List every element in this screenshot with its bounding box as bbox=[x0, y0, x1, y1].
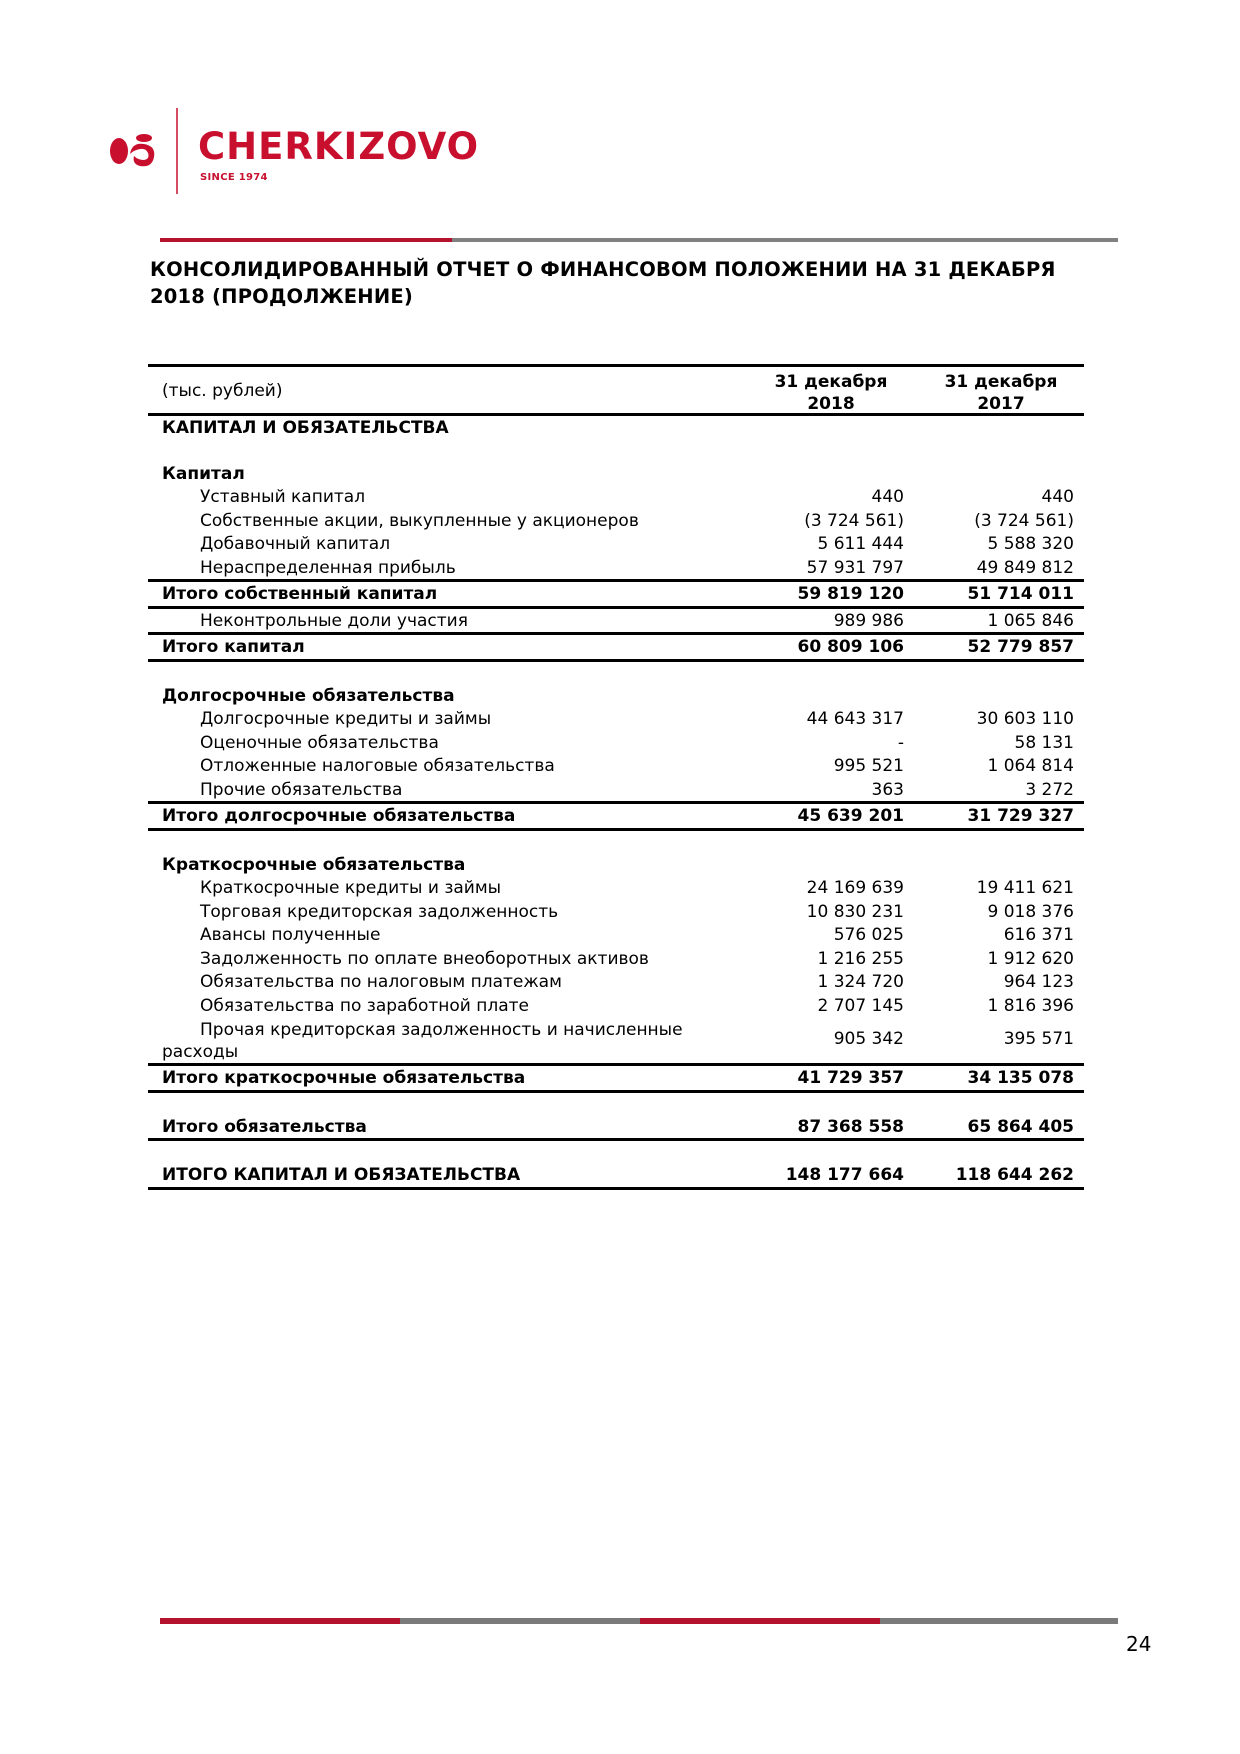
value-2017: 440 bbox=[1041, 487, 1074, 507]
row-label: Обязательства по налоговым платежам bbox=[200, 972, 562, 992]
row-label: Итого долгосрочные обязательства bbox=[162, 806, 516, 826]
row-label: Итого обязательства bbox=[162, 1116, 367, 1137]
value-2018: 2 707 145 bbox=[817, 995, 904, 1016]
table-row bbox=[148, 556, 1084, 580]
value-2018: 148 177 664 bbox=[785, 1165, 904, 1185]
total-current-row bbox=[148, 1066, 1084, 1090]
unit-label: (тыс. рублей) bbox=[162, 381, 283, 401]
value-2018: 989 986 bbox=[833, 610, 904, 631]
value-2018: 576 025 bbox=[833, 925, 904, 945]
value-2017: 65 864 405 bbox=[967, 1116, 1074, 1137]
value-2017: 118 644 262 bbox=[955, 1165, 1074, 1185]
equity-heading bbox=[148, 462, 1084, 486]
table-row bbox=[148, 485, 1084, 509]
value-2018: 1 216 255 bbox=[817, 948, 904, 969]
value-2018: 87 368 558 bbox=[797, 1116, 904, 1137]
value-2018: 41 729 357 bbox=[797, 1068, 904, 1088]
financial-position-table bbox=[148, 364, 1084, 1190]
row-label: Собственные акции, выкупленные у акционеров bbox=[200, 510, 639, 531]
row-label: Отложенные налоговые обязательства bbox=[200, 756, 555, 776]
row-label: ИТОГО КАПИТАЛ И ОБЯЗАТЕЛЬСТВА bbox=[162, 1165, 521, 1185]
value-2018: 44 643 317 bbox=[806, 709, 904, 729]
row-label: Задолженность по оплате внеоборотных активов bbox=[200, 948, 649, 969]
row-label: Оценочные обязательства bbox=[200, 732, 439, 753]
value-2018: - bbox=[897, 732, 904, 753]
row-label: Уставный капитал bbox=[200, 487, 366, 507]
row-label: Неконтрольные доли участия bbox=[200, 610, 468, 631]
row-label: Авансы полученные bbox=[200, 925, 381, 945]
total-equity-row bbox=[148, 635, 1084, 659]
value-2017: 3 272 bbox=[1025, 779, 1074, 800]
logo-divider bbox=[176, 108, 178, 194]
value-2017: 30 603 110 bbox=[976, 709, 1074, 729]
table-row bbox=[148, 900, 1084, 924]
page-title bbox=[150, 256, 1110, 310]
brand-tagline: SINCE 1974 bbox=[200, 172, 268, 183]
table-row bbox=[148, 876, 1084, 900]
table-row bbox=[148, 1017, 1084, 1063]
row-label: Краткосрочные кредиты и займы bbox=[200, 878, 502, 898]
total-liabilities-row bbox=[148, 1115, 1084, 1139]
value-2018: 363 bbox=[871, 779, 904, 800]
row-label bbox=[162, 1019, 882, 1063]
total-own-equity-row bbox=[148, 582, 1084, 606]
column-header-2017 bbox=[926, 371, 1076, 415]
section-heading-label: КАПИТАЛ И ОБЯЗАТЕЛЬСТВА bbox=[162, 418, 449, 438]
value-2018: 57 931 797 bbox=[806, 557, 904, 578]
footer-bar-red-1 bbox=[160, 1618, 400, 1624]
row-label: Добавочный капитал bbox=[200, 534, 391, 554]
footer-bar-grey-2 bbox=[880, 1618, 1118, 1624]
value-2017: 19 411 621 bbox=[976, 878, 1074, 898]
value-2017: (3 724 561) bbox=[974, 510, 1074, 531]
col1-line2: 2018 bbox=[807, 394, 855, 414]
cherkizovo-logo-icon bbox=[108, 130, 158, 170]
row-label: Нераспределенная прибыль bbox=[200, 557, 456, 578]
value-2017: 9 018 376 bbox=[987, 901, 1074, 922]
value-2018: 60 809 106 bbox=[797, 637, 904, 657]
table-row bbox=[148, 947, 1084, 971]
rule bbox=[148, 1187, 1084, 1190]
title-line-1: КОНСОЛИДИРОВАННЫЙ ОТЧЕТ О ФИНАНСОВОМ ПОЛОЖЕНИИ НА 31 ДЕКАБРЯ bbox=[150, 258, 1056, 281]
row-label-line2: расходы bbox=[162, 1042, 239, 1062]
table-header bbox=[148, 367, 1084, 413]
row-label: Долгосрочные кредиты и займы bbox=[200, 709, 492, 729]
equity-heading-label: Капитал bbox=[162, 463, 245, 484]
total-noncurrent-row bbox=[148, 804, 1084, 828]
value-2018: 24 169 639 bbox=[806, 878, 904, 898]
table-row bbox=[148, 994, 1084, 1018]
col2-line2: 2017 bbox=[977, 394, 1025, 414]
value-2017: 395 571 bbox=[1003, 1029, 1074, 1049]
current-heading bbox=[148, 853, 1084, 877]
col1-line1: 31 декабря bbox=[774, 372, 888, 392]
row-label: Обязательства по заработной плате bbox=[200, 995, 529, 1016]
table-row bbox=[148, 778, 1084, 802]
value-2018: 59 819 120 bbox=[797, 584, 904, 604]
value-2018: 10 830 231 bbox=[806, 901, 904, 922]
value-2017: 51 714 011 bbox=[967, 584, 1074, 604]
table-row bbox=[148, 731, 1084, 755]
value-2017: 1 816 396 bbox=[987, 995, 1074, 1016]
row-label: Итого краткосрочные обязательства bbox=[162, 1068, 526, 1088]
value-2017: 31 729 327 bbox=[967, 806, 1074, 826]
value-2017: 34 135 078 bbox=[967, 1068, 1074, 1088]
table-row bbox=[148, 970, 1084, 994]
table-row bbox=[148, 754, 1084, 778]
title-line-2: 2018 (ПРОДОЛЖЕНИЕ) bbox=[150, 285, 413, 308]
page-number: 24 bbox=[1126, 1632, 1152, 1656]
table-row bbox=[148, 923, 1084, 947]
value-2018: 5 611 444 bbox=[817, 534, 904, 554]
value-2017: 58 131 bbox=[1014, 732, 1074, 753]
column-header-2018 bbox=[756, 371, 906, 415]
table-row bbox=[148, 532, 1084, 556]
row-label: Итого собственный капитал bbox=[162, 584, 438, 604]
col2-line1: 31 декабря bbox=[944, 372, 1058, 392]
value-2017: 52 779 857 bbox=[967, 637, 1074, 657]
table-row bbox=[148, 509, 1084, 533]
value-2017: 5 588 320 bbox=[987, 534, 1074, 554]
current-heading-label: Краткосрочные обязательства bbox=[162, 854, 466, 875]
value-2018: 995 521 bbox=[833, 756, 904, 776]
value-2017: 49 849 812 bbox=[976, 557, 1074, 578]
nci-row bbox=[148, 609, 1084, 633]
value-2017: 964 123 bbox=[1003, 972, 1074, 992]
value-2018: 45 639 201 bbox=[797, 806, 904, 826]
table-row bbox=[148, 707, 1084, 731]
header-accent-bar-red bbox=[160, 238, 452, 242]
value-2017: 1 064 814 bbox=[987, 756, 1074, 776]
row-label: Торговая кредиторская задолженность bbox=[200, 901, 559, 922]
company-logo bbox=[108, 108, 508, 198]
value-2017: 1 912 620 bbox=[987, 948, 1074, 969]
value-2017: 616 371 bbox=[1003, 925, 1074, 945]
row-label: Прочие обязательства bbox=[200, 779, 403, 800]
section-heading bbox=[148, 416, 1084, 440]
row-label: Итого капитал bbox=[162, 637, 305, 657]
value-2018: 440 bbox=[871, 487, 904, 507]
value-2018: (3 724 561) bbox=[804, 510, 904, 531]
noncurrent-heading bbox=[148, 684, 1084, 708]
value-2017: 1 065 846 bbox=[987, 610, 1074, 631]
value-2018: 905 342 bbox=[833, 1029, 904, 1049]
footer-bar-red-2 bbox=[640, 1618, 880, 1624]
brand-name: CHERKIZOVO bbox=[198, 125, 480, 168]
row-label-line1: Прочая кредиторская задолженность и начисленные bbox=[200, 1020, 683, 1040]
noncurrent-heading-label: Долгосрочные обязательства bbox=[162, 685, 455, 706]
grand-total-row bbox=[148, 1163, 1084, 1187]
footer-bar-grey-1 bbox=[400, 1618, 640, 1624]
header-accent-bar-grey bbox=[452, 238, 1118, 242]
value-2018: 1 324 720 bbox=[817, 972, 904, 992]
